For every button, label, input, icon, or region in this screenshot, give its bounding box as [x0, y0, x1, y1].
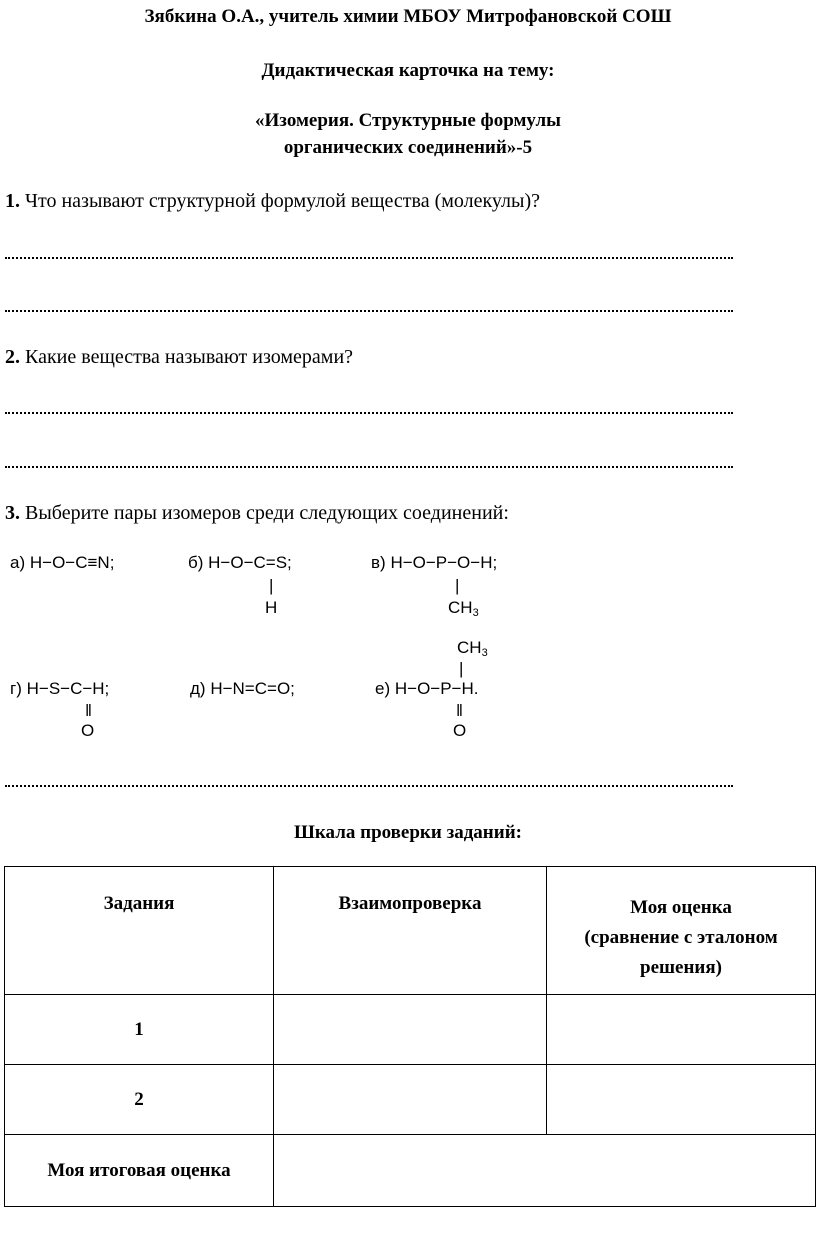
score-table	[4, 866, 816, 1207]
answer-line[interactable]	[5, 463, 733, 468]
header-tasks: Задания	[5, 867, 274, 995]
final-grade-label: Моя итоговая оценка	[5, 1135, 274, 1207]
compound-label: в)	[371, 553, 386, 572]
bond-double: ‖	[85, 701, 93, 720]
topic-line-1: «Изомерия. Структурные формулы	[255, 110, 561, 131]
compound-formula: H−O−P−H.	[394, 679, 479, 698]
my-grade-cell[interactable]	[547, 1065, 816, 1135]
question-text: Выберите пары изомеров среди следующих соединений:	[25, 502, 509, 524]
bond-single: |	[459, 659, 464, 678]
compound-formula: H−S−C−H;	[26, 679, 110, 698]
compound-formula: H−O−C≡N;	[29, 553, 115, 572]
compound-e	[375, 679, 478, 699]
task-number: 2	[5, 1065, 274, 1135]
branch-atom: H	[265, 598, 278, 617]
final-grade-cell[interactable]	[274, 1135, 816, 1207]
my-grade-cell[interactable]	[547, 995, 816, 1065]
table-row	[5, 1065, 816, 1135]
header-my-grade: Моя оценка (сравнение с эталоном решения)	[547, 867, 816, 995]
compound-label: б)	[188, 553, 204, 572]
compound-formula: H−O−C=S;	[208, 553, 292, 572]
compound-label: е)	[375, 679, 391, 698]
question-1	[5, 190, 540, 213]
question-text: Что называют структурной формулой вещества (молекулы)?	[25, 190, 540, 212]
question-number: 2.	[5, 346, 20, 368]
peer-review-cell[interactable]	[274, 1065, 547, 1135]
author-line: Зябкина О.А., учитель химии МБОУ Митрофановской СОШ	[144, 6, 672, 27]
table-header-row	[5, 867, 816, 995]
peer-review-cell[interactable]	[274, 995, 547, 1065]
compound-label: г)	[10, 679, 22, 698]
scale-title: Шкала проверки заданий:	[294, 822, 522, 843]
question-2	[5, 346, 353, 369]
topic-line-2: органических соединений»-5	[283, 137, 533, 158]
answer-line[interactable]	[5, 782, 733, 787]
answer-line[interactable]	[5, 254, 733, 259]
question-number: 3.	[5, 502, 20, 524]
header-peer-review: Взаимопроверка	[274, 867, 547, 995]
compound-a	[10, 553, 114, 573]
question-3	[5, 502, 509, 525]
table-final-row	[5, 1135, 816, 1207]
compound-d	[190, 679, 295, 699]
bond-single: |	[455, 576, 460, 595]
top-group: $CH_3$	[457, 638, 488, 659]
branch-group: $CH_3$	[448, 598, 479, 619]
branch-atom: O	[81, 721, 95, 740]
answer-line[interactable]	[5, 307, 733, 312]
card-title: Дидактическая карточка на тему:	[261, 60, 555, 81]
task-number: 1	[5, 995, 274, 1065]
compound-formula: H−N=C=O;	[210, 679, 295, 698]
compound-label: д)	[190, 679, 206, 698]
compound-v	[371, 553, 497, 573]
answer-line[interactable]	[5, 409, 733, 414]
question-number: 1.	[5, 190, 20, 212]
question-text: Какие вещества называют изомерами?	[25, 346, 354, 368]
compound-formula: H−O−P−O−H;	[390, 553, 498, 572]
compound-label: а)	[10, 553, 26, 572]
branch-atom: O	[453, 721, 467, 740]
bond-single: |	[269, 576, 274, 595]
compound-b	[188, 553, 292, 573]
table-row	[5, 995, 816, 1065]
bond-double: ‖	[456, 701, 464, 720]
compound-g	[10, 679, 109, 699]
